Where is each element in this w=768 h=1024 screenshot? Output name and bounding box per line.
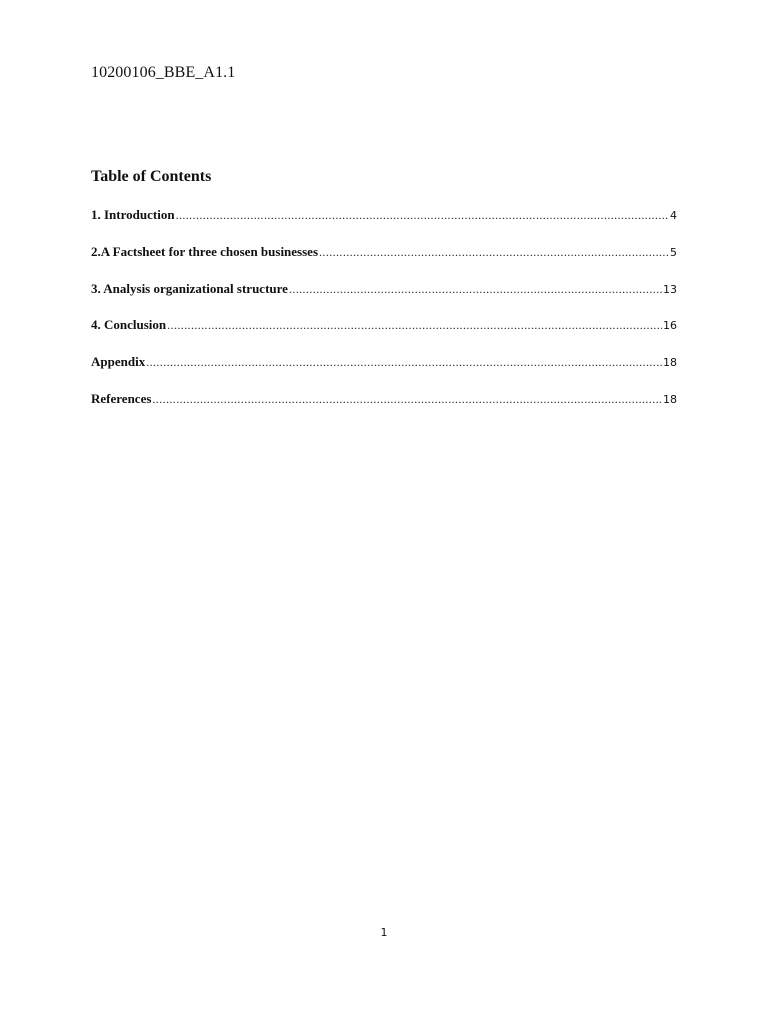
toc-entry-page: 13 bbox=[663, 282, 677, 296]
toc-entry-label: 1. Introduction bbox=[91, 207, 175, 222]
toc-entry-page: 18 bbox=[663, 356, 677, 370]
toc-entry-page: 4 bbox=[670, 209, 677, 222]
toc-entry-page: 5 bbox=[670, 245, 677, 259]
toc-entry-label: References bbox=[91, 390, 152, 406]
toc-entry-analysis[interactable] bbox=[91, 280, 677, 317]
toc-dot-leader bbox=[319, 243, 669, 261]
toc-dot-leader bbox=[167, 316, 662, 334]
toc-title: Table of Contents bbox=[91, 168, 212, 185]
toc-entry-label: 4. Conclusion bbox=[91, 317, 167, 333]
page-number: 1 bbox=[380, 926, 388, 939]
toc-entry-label: 2.A Factsheet for three chosen businesses bbox=[91, 243, 319, 259]
toc-entry-references[interactable] bbox=[91, 390, 677, 427]
toc-entry-appendix[interactable] bbox=[91, 353, 677, 390]
toc-dot-leader bbox=[176, 206, 669, 224]
toc-entry-introduction[interactable] bbox=[91, 206, 677, 243]
document-id-header: 10200106_BBE_A1.1 bbox=[91, 64, 236, 81]
toc-entry-label: 3. Analysis organizational structure bbox=[91, 280, 288, 296]
toc-dot-leader bbox=[289, 280, 662, 298]
toc-entry-page: 16 bbox=[663, 319, 677, 333]
toc-entry-factsheet[interactable] bbox=[91, 243, 677, 280]
toc-entry-page: 18 bbox=[663, 392, 677, 406]
toc-list bbox=[91, 206, 677, 427]
toc-entry-conclusion[interactable] bbox=[91, 316, 677, 353]
toc-dot-leader bbox=[146, 353, 662, 371]
toc-dot-leader bbox=[152, 390, 662, 408]
toc-entry-label: Appendix bbox=[91, 354, 146, 370]
